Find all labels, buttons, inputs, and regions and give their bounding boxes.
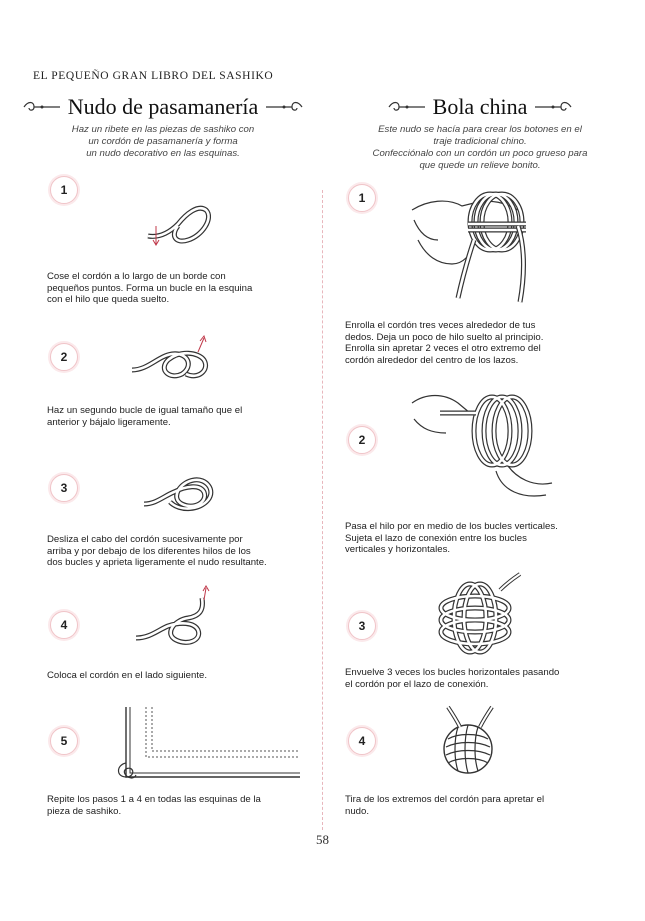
step-line: Tira de los extremos del cordón para apretar el: [345, 794, 545, 805]
intro-line: Este nudo se hacía para crear los botones en el: [378, 124, 582, 135]
step-number-badge: 2: [50, 343, 78, 371]
left-column: [18, 92, 308, 160]
flourish-left-icon: [387, 99, 427, 115]
intro-line: traje tradicional chino.: [433, 136, 527, 147]
step-number-badge: 2: [348, 426, 376, 454]
step-number-badge: 1: [348, 184, 376, 212]
step-line: arriba y por debajo de los diferentes hilos de los: [47, 545, 251, 557]
woven-knot-illustration: [140, 460, 230, 530]
knot-ball-illustration: [430, 705, 510, 785]
step-line: Haz un segundo bucle de igual tamaño que el: [47, 405, 243, 416]
step-number-badge: 3: [348, 612, 376, 640]
step-text: [47, 271, 252, 306]
intro-line: que quede un relieve bonito.: [419, 160, 541, 171]
double-loop-illustration: [128, 330, 228, 400]
right-section-title: Bola china: [432, 94, 528, 119]
single-loop-illustration: [140, 196, 230, 266]
step-line: dedos. Deja un poco de hilo suelto al principio.: [345, 331, 544, 343]
right-column: [335, 92, 625, 172]
step-line: cordón alrededor del centro de los lazos.: [345, 354, 519, 366]
step-line: Envuelve 3 veces los bucles horizontales pasando: [345, 667, 560, 678]
left-title-row: [18, 92, 308, 122]
right-intro: [335, 124, 625, 172]
flourish-right-icon: [533, 99, 573, 115]
corner-border-illustration: [112, 703, 302, 783]
step-number-badge: 3: [50, 474, 78, 502]
intro-line: Haz un ribete en las piezas de sashiko con: [71, 124, 255, 135]
intro-line: un nudo decorativo en las esquinas.: [86, 148, 240, 159]
flourish-right-icon: [264, 99, 304, 115]
column-divider: [322, 190, 323, 830]
wrapped-loops-illustration: [424, 570, 524, 670]
step-line: Enrolla el cordón tres veces alrededor de tus: [345, 320, 536, 331]
step-text: [345, 521, 558, 556]
step-line: Repite los pasos 1 a 4 en todas las esquinas de la: [47, 794, 261, 805]
step-line: Pasa el hilo por en medio de los bucles verticales.: [345, 521, 558, 532]
step-text: [345, 794, 544, 817]
hand-wrapping-illustration: [408, 180, 548, 305]
running-head: EL PEQUEÑO GRAN LIBRO DEL SASHIKO: [33, 70, 274, 82]
step-line: Enrolla sin apretar 2 veces el otro extremo del: [345, 343, 541, 355]
step-line: Cose el cordón a lo largo de un borde con: [47, 271, 226, 282]
step-text: [47, 794, 261, 817]
step-text: [345, 667, 559, 690]
flourish-left-icon: [22, 99, 62, 115]
step-text: [47, 405, 242, 428]
left-intro: [18, 124, 308, 160]
finished-knot-illustration: [132, 582, 232, 662]
right-title-row: [335, 92, 625, 122]
left-section-title: Nudo de pasamanería: [67, 94, 259, 119]
step-line: nudo.: [345, 805, 370, 817]
step-text: [345, 320, 543, 366]
step-line: verticales y horizontales.: [345, 544, 451, 556]
step-number-badge: 4: [50, 611, 78, 639]
step-line: pieza de sashiko.: [47, 805, 122, 817]
step-text: [47, 534, 267, 569]
step-line: pequeños puntos. Forma un bucle en la esquina: [47, 282, 253, 294]
step-line: Sujeta el lazo de conexión entre los bucles: [345, 532, 527, 544]
step-line: el cordón por el lazo de conexión.: [345, 678, 489, 690]
intro-line: Confecciónalo con un cordón un poco grueso para: [372, 148, 588, 159]
step-number-badge: 1: [50, 176, 78, 204]
step-number-badge: 5: [50, 727, 78, 755]
step-line: con el hilo que queda suelto.: [47, 294, 170, 306]
hand-threading-illustration: [406, 383, 556, 503]
step-line: Desliza el cabo del cordón sucesivamente por: [47, 534, 243, 545]
page-number: 58: [316, 832, 329, 847]
step-text: [47, 670, 207, 682]
step-line: anterior y bájalo ligeramente.: [47, 416, 171, 428]
step-number-badge: 4: [348, 727, 376, 755]
step-line: Coloca el cordón en el lado siguiente.: [47, 670, 208, 681]
step-line: dos bucles y aprieta ligeramente el nudo resultante.: [47, 557, 267, 569]
intro-line: un cordón de pasamanería y forma: [88, 136, 238, 147]
